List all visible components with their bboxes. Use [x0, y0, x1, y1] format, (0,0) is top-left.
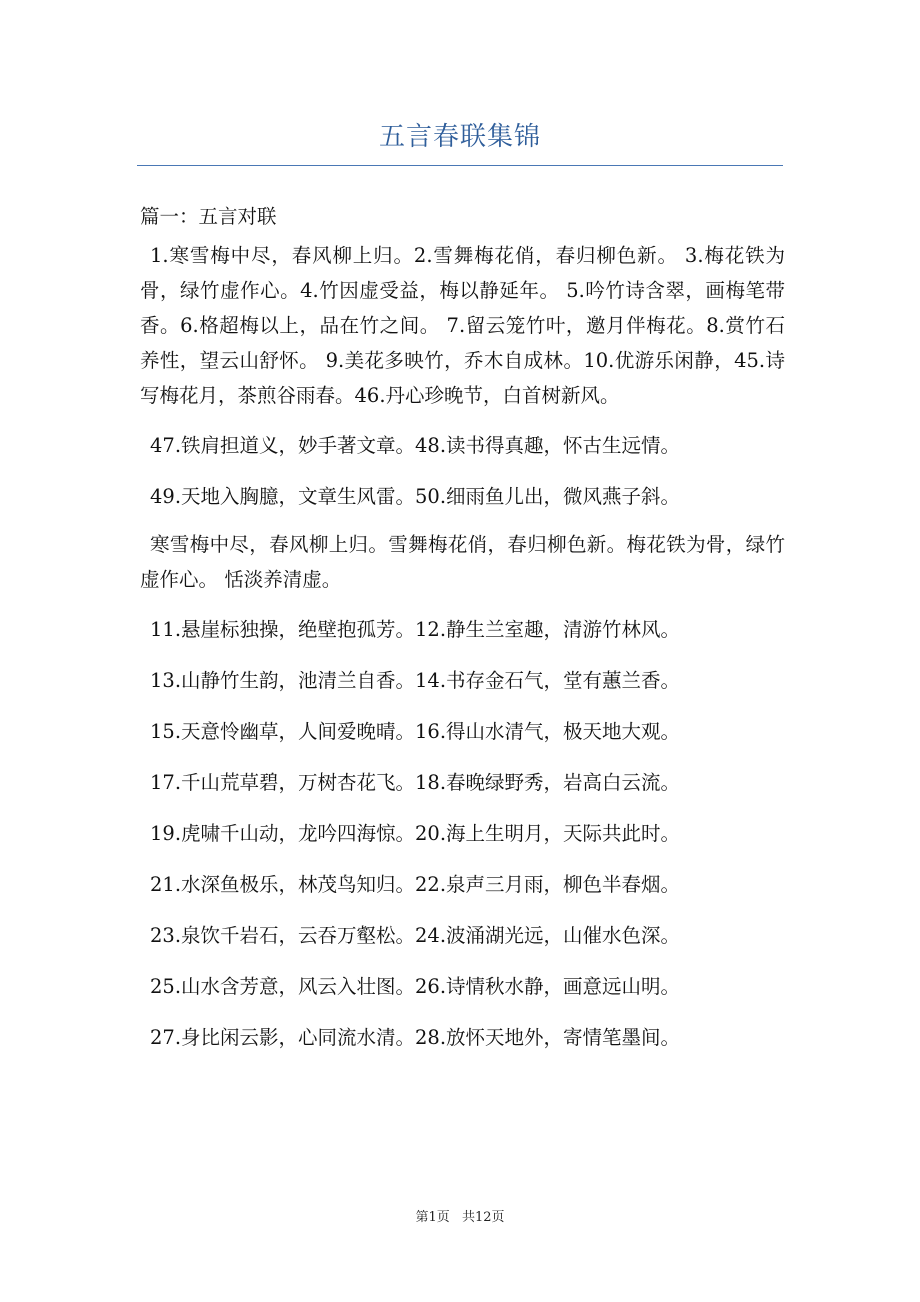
- page-number: 第1页: [415, 1210, 450, 1225]
- couplet-line-47: 47.铁肩担道义，妙手著文章。48.读书得真趣，怀古生远情。: [150, 434, 681, 457]
- couplet-line: 13.山静竹生韵，池清兰自香。14.书存金石气，堂有蕙兰香。: [150, 669, 681, 692]
- section-heading: 篇一：五言对联: [140, 205, 277, 228]
- title-divider: [137, 165, 783, 166]
- document-title: 五言春联集锦: [378, 122, 541, 152]
- couplet-line: 21.水深鱼极乐，林茂鸟知归。22.泉声三月雨，柳色半春烟。: [150, 873, 681, 896]
- page-total: 共12页: [461, 1210, 505, 1225]
- couplet-line: 11.悬崖标独操，绝壁抱孤芳。12.静生兰室趣，清游竹林风。: [150, 618, 681, 641]
- page-footer: [0, 1206, 920, 1225]
- paragraph-couplets-2: 寒雪梅中尽，春风柳上归。雪舞梅花俏，春归柳色新。梅花铁为骨，绿竹虚作心。 恬淡养清虚。: [140, 533, 785, 591]
- couplet-line: 15.天意怜幽草，人间爱晚晴。16.得山水清气，极天地大观。: [150, 720, 681, 743]
- couplet-line: 23.泉饮千岩石，云吞万壑松。24.波涌湖光远，山催水色深。: [150, 924, 681, 947]
- couplet-line: 25.山水含芳意，风云入壮图。26.诗情秋水静，画意远山明。: [150, 975, 681, 998]
- couplet-line: 27.身比闲云影，心同流水清。28.放怀天地外，寄情笔墨间。: [150, 1026, 681, 1049]
- couplet-line-49: 49.天地入胸臆，文章生风雷。50.细雨鱼儿出，微风燕子斜。: [150, 485, 681, 508]
- couplet-line: 19.虎啸千山动，龙吟四海惊。20.海上生明月，天际共此时。: [150, 822, 681, 845]
- paragraph-couplets-1: 1.寒雪梅中尽，春风柳上归。2.雪舞梅花俏，春归柳色新。 3.梅花铁为骨，绿竹虚作心。4.竹因虚受益，梅以静延年。 5.吟竹诗含翠，画梅笔带香。6.格超梅以上，品在竹之间。 7.留云笼竹叶，邀月伴梅花。8.赏竹石养性，望云山舒怀。 9.美花多映竹，乔木自成林。10.优游乐闲静，45.诗写梅花月，茶煎谷雨春。46.丹心珍晚节，白首树新风。: [140, 244, 785, 407]
- couplet-line: 17.千山荒草碧，万树杏花飞。18.春晚绿野秀，岩高白云流。: [150, 771, 681, 794]
- document-body: [140, 199, 785, 1071]
